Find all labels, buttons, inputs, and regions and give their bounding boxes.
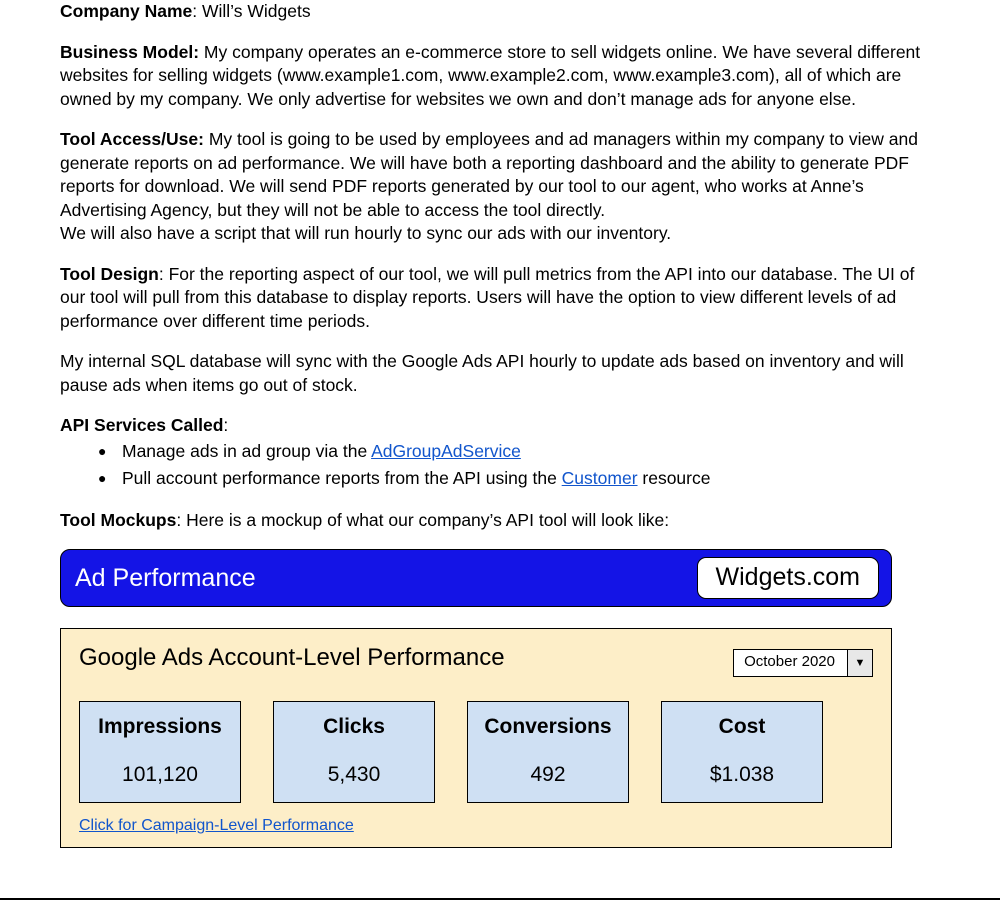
metric-label: Clicks: [323, 715, 385, 738]
company-name-line: [60, 0, 940, 24]
metric-card-conversions: [467, 701, 629, 803]
metric-value: 5,430: [327, 763, 381, 786]
business-model-text: My company operates an e-commerce store to sell widgets online. We have several different websites for selling widgets (www.example1.com, www.example2.com, www.example3.com), all of which are owned by my company. We only advertise for websites we own and don’t manage ads for anyone else.: [60, 41, 921, 109]
tool-mockups-paragraph: [60, 509, 940, 533]
api-services-heading: [60, 414, 940, 438]
mockup-app-title: Ad Performance: [75, 563, 256, 592]
period-select[interactable]: [733, 649, 873, 677]
tool-design-label: Tool Design: [60, 263, 159, 284]
company-name-separator: :: [192, 1, 202, 21]
list-item: [98, 438, 940, 465]
metric-value: 492: [530, 763, 566, 786]
company-name-label: Company Name: [60, 1, 193, 21]
business-model-label: Business Model:: [60, 41, 200, 62]
bullet-icon: ●: [98, 442, 107, 459]
company-name-value: Will’s Widgets: [202, 1, 311, 21]
period-select-value: October 2020: [744, 653, 835, 670]
metric-value: $1.038: [709, 763, 775, 786]
list-item: [98, 465, 940, 492]
tool-access-text: My tool is going to be used by employees and ad managers within my company to view and generate reports on ad performance. We will have both a reporting dashboard and the ability to generate PDF reports for download. We will send PDF reports generated by our tool to our agent, who works at Anne’s Advertising Agency, but they will not be able to access the tool directly.: [60, 129, 918, 220]
api-item-text-pre: Manage ads in ad group via the: [122, 440, 372, 461]
api-item-text-post: resource: [637, 467, 711, 488]
metric-card-cost: [661, 701, 823, 803]
tool-access-second-paragraph: We will also have a script that will run hourly to sync our ads with our inventory.: [60, 223, 672, 243]
adgroupadservice-link[interactable]: AdGroupAdService: [371, 440, 521, 461]
api-services-list: [60, 438, 940, 492]
mockup-site-button[interactable]: Widgets.com: [697, 557, 879, 599]
metric-cards: [79, 701, 873, 803]
customer-link[interactable]: Customer: [561, 467, 638, 488]
api-services-separator: :: [223, 415, 229, 435]
metric-card-impressions: [79, 701, 241, 803]
panel-footer: [79, 817, 873, 835]
mockup-header-banner: [60, 549, 892, 607]
panel-title: Google Ads Account-Level Performance: [79, 644, 505, 671]
tool-access-paragraph: [60, 128, 940, 222]
metric-card-clicks: [273, 701, 435, 803]
panel-header: [79, 643, 873, 677]
metric-value: 101,120: [122, 763, 198, 786]
metric-label: Impressions: [98, 715, 222, 738]
tool-design-paragraph: [60, 263, 940, 334]
business-model-paragraph: [60, 41, 940, 112]
tool-mockups-text: : Here is a mockup of what our company’s API tool will look like:: [176, 509, 670, 530]
chevron-down-icon[interactable]: ▼: [847, 650, 872, 676]
api-services-label: API Services Called: [60, 415, 224, 435]
metric-label: Cost: [718, 715, 766, 738]
tool-mockups-label: Tool Mockups: [60, 509, 177, 530]
campaign-level-performance-link[interactable]: Click for Campaign-Level Performance: [79, 817, 354, 834]
tool-access-label: Tool Access/Use:: [60, 129, 204, 149]
api-item-text-pre: Pull account performance reports from the API using the: [122, 467, 562, 488]
bullet-icon: ●: [98, 469, 107, 486]
tool-mockup: [60, 549, 940, 848]
metric-label: Conversions: [484, 715, 612, 738]
tool-design-text: : For the reporting aspect of our tool, we will pull metrics from the API into our database. The UI of our tool will pull from this database to display reports. Users will have the option to view different levels of ad performance over different time periods.: [60, 263, 915, 331]
account-performance-panel: [60, 628, 892, 848]
sql-sync-paragraph: My internal SQL database will sync with the Google Ads API hourly to update ads based on inventory and will pause ads when items go out of stock.: [60, 351, 904, 395]
